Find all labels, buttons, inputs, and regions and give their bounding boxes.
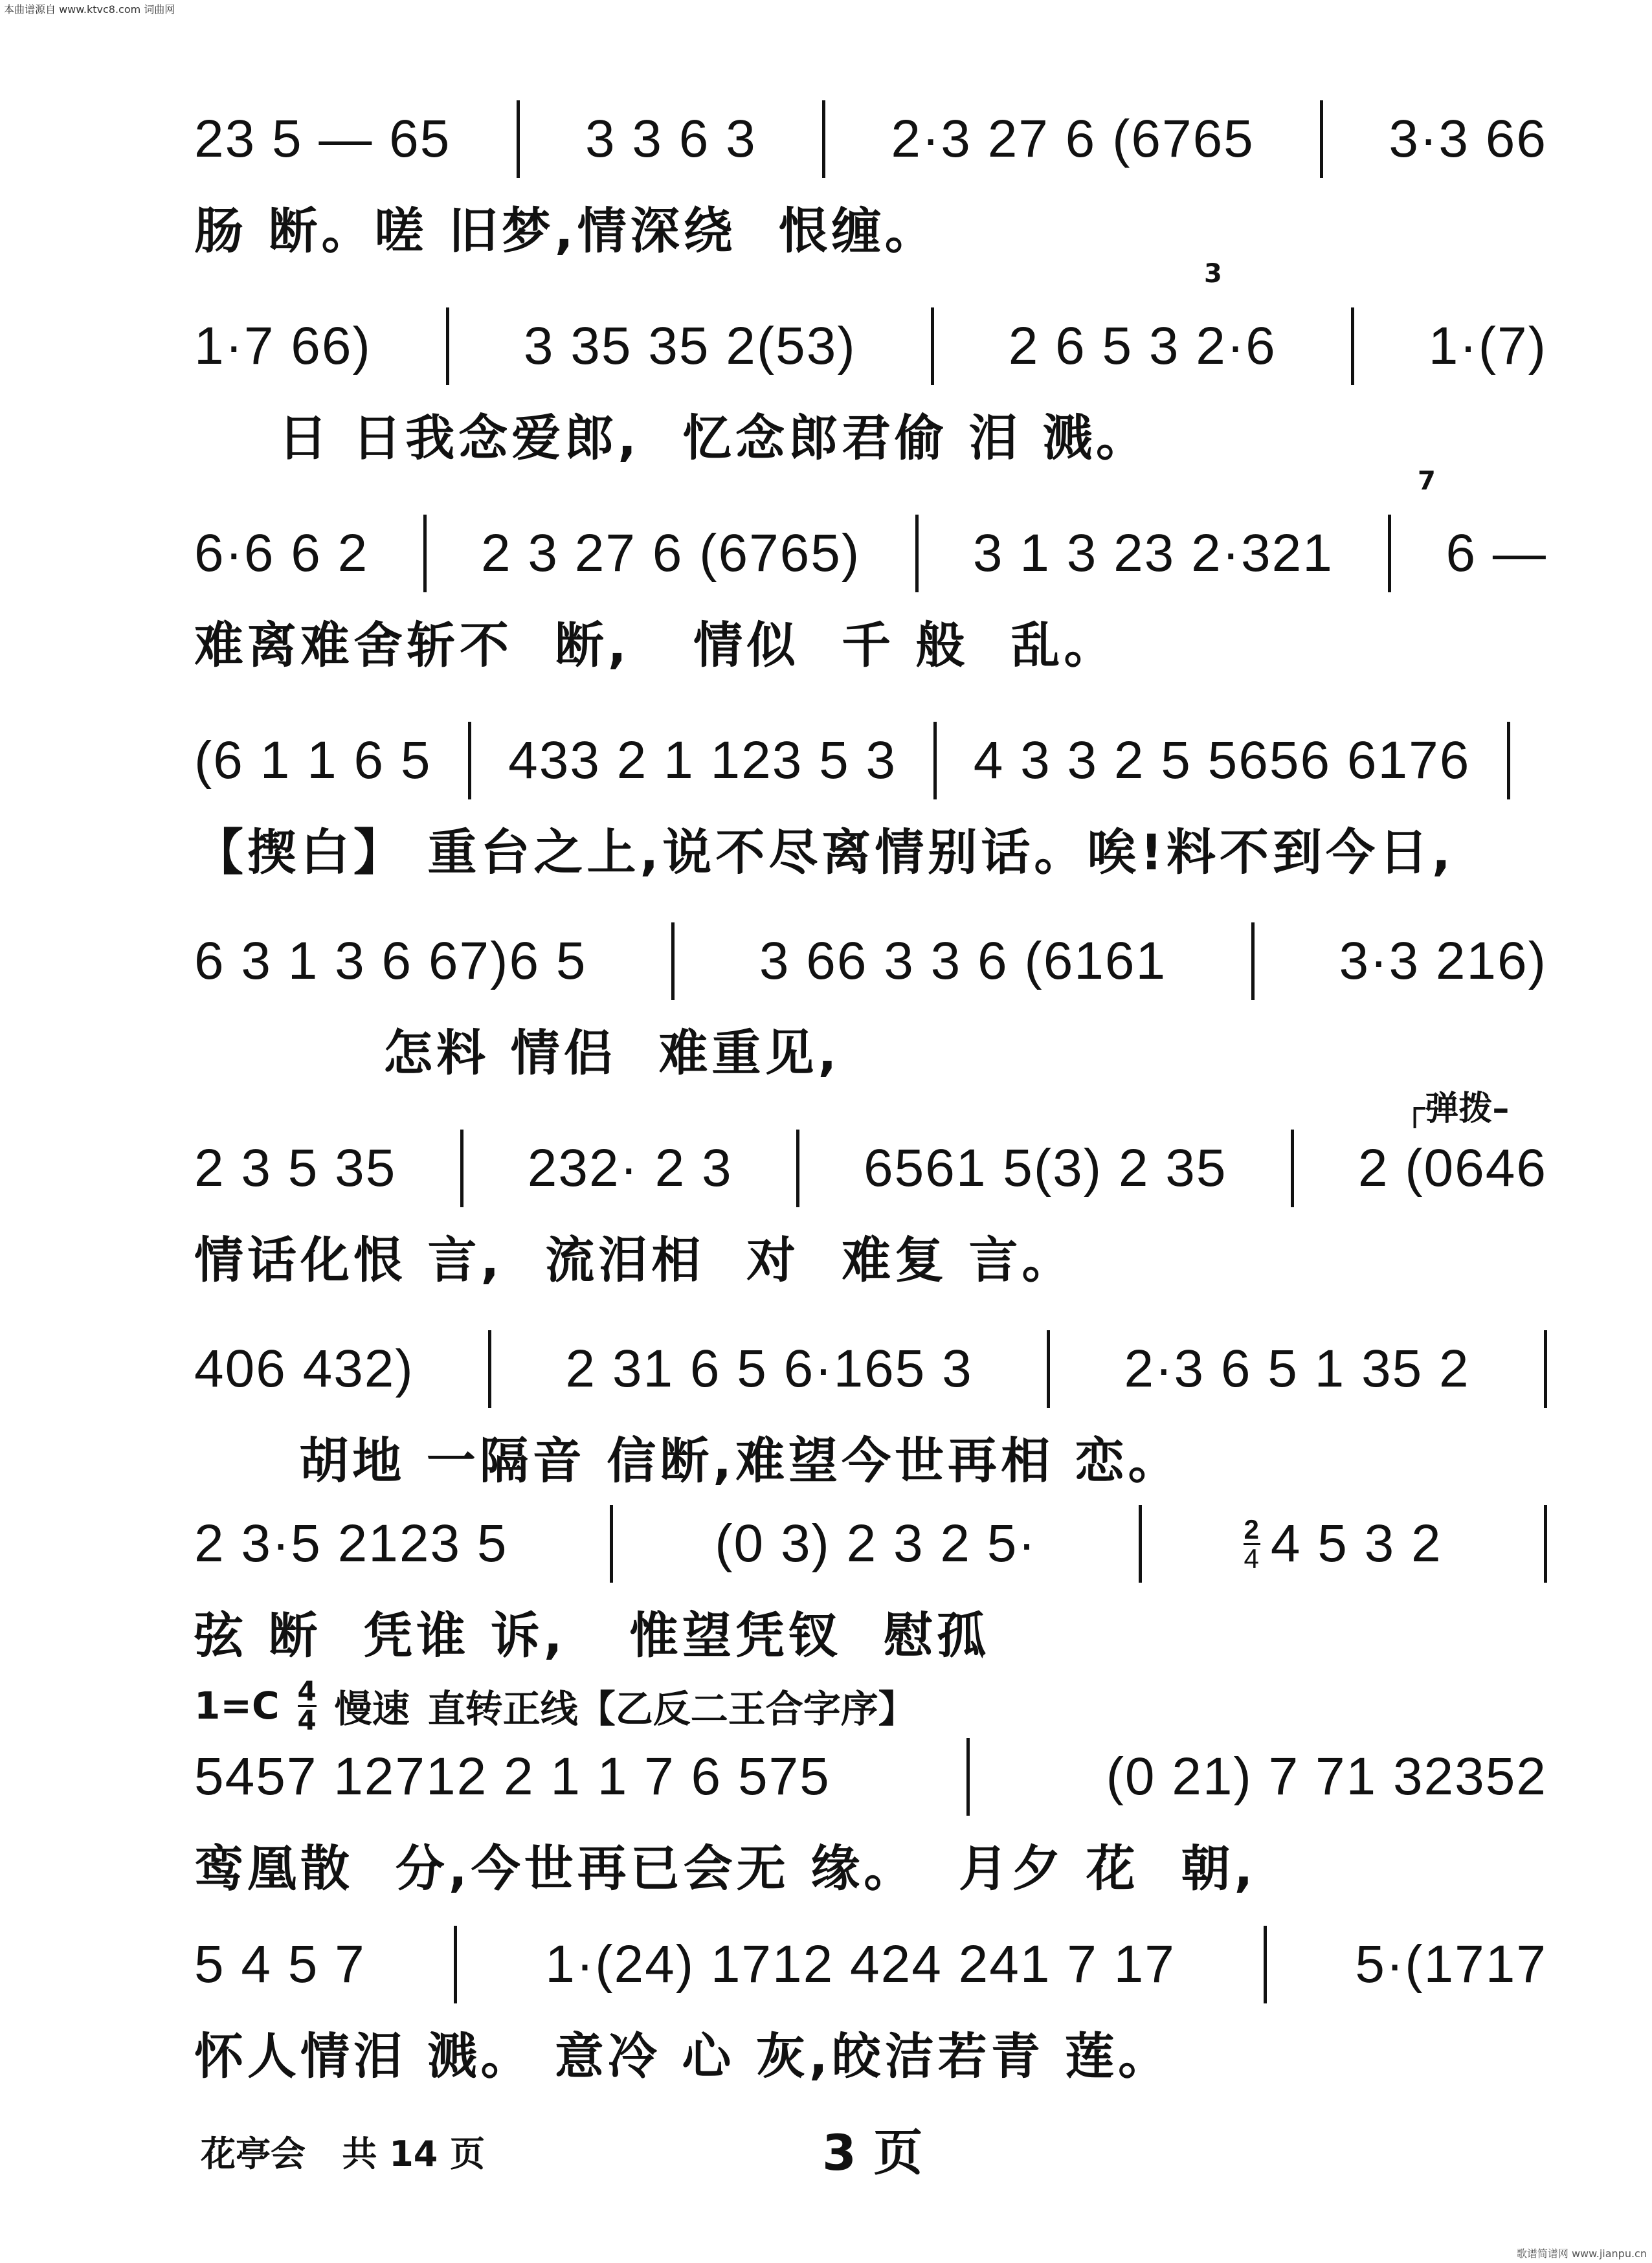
measure: (6 1 1 6 5 bbox=[194, 731, 432, 790]
barline bbox=[610, 1505, 613, 1583]
grace-note: 3 bbox=[1204, 259, 1222, 289]
notes-line bbox=[194, 1735, 1547, 1819]
lyrics-line bbox=[194, 608, 1547, 673]
lyric-text: 难离难舍斩不 断, 情似 千 般 乱。 bbox=[194, 616, 1117, 674]
notes-line bbox=[194, 1923, 1547, 2007]
measure: 433 2 1 123 5 3 bbox=[508, 731, 897, 790]
lyric-text: 日 日我念爱郎, 忆念郎君偷 泪 溅。 bbox=[194, 408, 1150, 467]
measure: 2 (0646 bbox=[1357, 1139, 1547, 1198]
lyrics-line bbox=[194, 1016, 1547, 1081]
page-number: 3 页 bbox=[822, 2124, 923, 2181]
barline bbox=[1264, 1926, 1267, 2003]
score-system-3 bbox=[194, 466, 1547, 699]
source-header: 本曲谱源自 www.ktvc8.com 词曲网 bbox=[4, 3, 175, 16]
measure: 4 3 3 2 5 5656 6176 bbox=[973, 731, 1471, 790]
measure: 6·6 6 2 bbox=[194, 524, 369, 583]
measure: 2·3 27 6 (6765 bbox=[891, 109, 1255, 168]
measure: 6561 5(3) 2 35 bbox=[864, 1139, 1227, 1198]
barline bbox=[1320, 100, 1323, 178]
lyrics-line bbox=[194, 194, 1547, 259]
barline bbox=[671, 922, 675, 1000]
notes-line bbox=[194, 719, 1547, 803]
measure: (0 3) 2 3 2 5· bbox=[715, 1514, 1037, 1573]
notes-line bbox=[194, 1327, 1547, 1411]
lyrics-line bbox=[194, 2020, 1547, 2084]
measure: 2 31 6 5 6·165 3 bbox=[565, 1339, 973, 1398]
score-system-8 bbox=[194, 1502, 1547, 1689]
barline bbox=[1507, 722, 1510, 799]
measure: 6 — bbox=[1446, 524, 1547, 583]
notes-line bbox=[194, 511, 1547, 596]
measure: 2 3 5 35 bbox=[194, 1139, 397, 1198]
lyric-text: 鸾凰散 分,今世再已会无 缘。 月夕 花 朝, bbox=[194, 1839, 1257, 1897]
time-signature: $\frac{4}{4}$ bbox=[297, 1675, 317, 1736]
barline bbox=[1291, 1130, 1294, 1207]
measure: 2 3 27 6 (6765) bbox=[481, 524, 861, 583]
lyrics-line bbox=[194, 401, 1547, 466]
score-system-4 bbox=[194, 719, 1547, 906]
barline bbox=[488, 1330, 491, 1408]
measure: 2·3 6 5 1 35 2 bbox=[1124, 1339, 1470, 1398]
barline bbox=[931, 307, 934, 385]
barline bbox=[460, 1130, 463, 1207]
lyric-text: 怀人情泪 溅。 意冷 心 灰,皎洁若青 莲。 bbox=[194, 2027, 1172, 2085]
measure: (0 21) 7 71 32352 bbox=[1106, 1747, 1547, 1806]
measure: 23 5 — 65 bbox=[194, 109, 451, 168]
measure: $\frac{2}{4}$ 4 5 3 2 bbox=[1244, 1513, 1442, 1574]
score-system-9 bbox=[194, 1735, 1547, 1923]
score-system-5 bbox=[194, 919, 1547, 1107]
barline bbox=[822, 100, 825, 178]
time-signature: $\frac{2}{4}$ bbox=[1244, 1513, 1260, 1574]
measure: 2 6 5 3 2·6 bbox=[1008, 317, 1277, 375]
score-system-10 bbox=[194, 1923, 1547, 2110]
barline bbox=[1139, 1505, 1142, 1583]
lyric-text: 肠 断。嗟 旧梦,情深绕 恨缠。 bbox=[194, 201, 938, 260]
measure: 3 66 3 3 6 (6161 bbox=[759, 931, 1167, 990]
lyric-text: 弦 断 凭谁 诉, 惟望凭钗 慰孤 bbox=[194, 1606, 990, 1664]
score-system-2 bbox=[194, 259, 1547, 492]
lyrics-line bbox=[194, 1424, 1547, 1489]
footer-title: 花亭会 共 14 页 bbox=[201, 2134, 486, 2174]
barline bbox=[446, 307, 449, 385]
barline bbox=[796, 1130, 799, 1207]
notes-line bbox=[194, 97, 1547, 181]
score-system-7 bbox=[194, 1327, 1547, 1515]
barline bbox=[933, 722, 937, 799]
barline bbox=[1388, 515, 1391, 592]
barline bbox=[1544, 1505, 1547, 1583]
measure: 5457 12712 2 1 1 7 6 575 bbox=[194, 1747, 831, 1806]
lyrics-line bbox=[194, 1599, 1547, 1664]
measure: 5 4 5 7 bbox=[194, 1935, 366, 1994]
barline bbox=[1351, 307, 1354, 385]
lyric-text: 怎料 情侣 难重见, bbox=[194, 1023, 841, 1082]
score-system-6 bbox=[194, 1089, 1547, 1314]
measure: 3 1 3 23 2·321 bbox=[972, 524, 1334, 583]
measure: 406 432) bbox=[194, 1339, 414, 1398]
tanbo-annotation: ┌弹拨– bbox=[1405, 1089, 1510, 1128]
measure: 1·(7) bbox=[1428, 317, 1547, 375]
lyric-text: 情话化恨 言, 流泪相 对 难复 言。 bbox=[194, 1231, 1075, 1289]
measure: 2 3·5 2123 5 bbox=[194, 1514, 508, 1573]
measure: 1·7 66) bbox=[194, 317, 372, 375]
notes-line bbox=[194, 1126, 1547, 1210]
lyrics-line bbox=[194, 1832, 1547, 1897]
barline bbox=[468, 722, 471, 799]
barline bbox=[1047, 1330, 1050, 1408]
lyrics-line bbox=[194, 1223, 1547, 1288]
watermark: 歌谱简谱网 www.jianpu.cn bbox=[1516, 2247, 1647, 2260]
measure: 6 3 1 3 6 67)6 5 bbox=[194, 931, 587, 990]
lyric-text: 胡地 一隔音 信断,难望今世再相 恋。 bbox=[194, 1431, 1181, 1489]
barline bbox=[966, 1738, 970, 1816]
measure: 3·3 216) bbox=[1339, 931, 1547, 990]
barline bbox=[454, 1926, 457, 2003]
measure: 3 35 35 2(53) bbox=[523, 317, 856, 375]
barline bbox=[423, 515, 427, 592]
measure: 232· 2 3 bbox=[527, 1139, 733, 1198]
barline bbox=[915, 515, 919, 592]
score-system-1 bbox=[194, 97, 1547, 285]
barline bbox=[1544, 1330, 1547, 1408]
notes-line bbox=[194, 919, 1547, 1003]
grace-note: 7 bbox=[1418, 466, 1436, 496]
direction-text: 直转正线【乙反二王合字序】 bbox=[427, 1687, 916, 1731]
barline bbox=[517, 100, 520, 178]
measure: 3·3 66 bbox=[1389, 109, 1547, 168]
tempo-key-line bbox=[194, 1677, 1165, 1735]
measure: 1·(24) 1712 424 241 7 17 bbox=[545, 1935, 1176, 1994]
barline bbox=[1251, 922, 1255, 1000]
measure: 3 3 6 3 bbox=[585, 109, 757, 168]
tempo-marking: 慢速 bbox=[334, 1687, 410, 1731]
measure: 5·(1717 bbox=[1355, 1935, 1547, 1994]
notes-line bbox=[194, 304, 1547, 388]
lyric-text: 【揳白】 重台之上,说不尽离情别话。唉!料不到今日, bbox=[194, 823, 1455, 881]
notes-line bbox=[194, 1502, 1547, 1586]
key-signature: 1=C bbox=[194, 1684, 280, 1728]
lyrics-line bbox=[194, 816, 1547, 880]
